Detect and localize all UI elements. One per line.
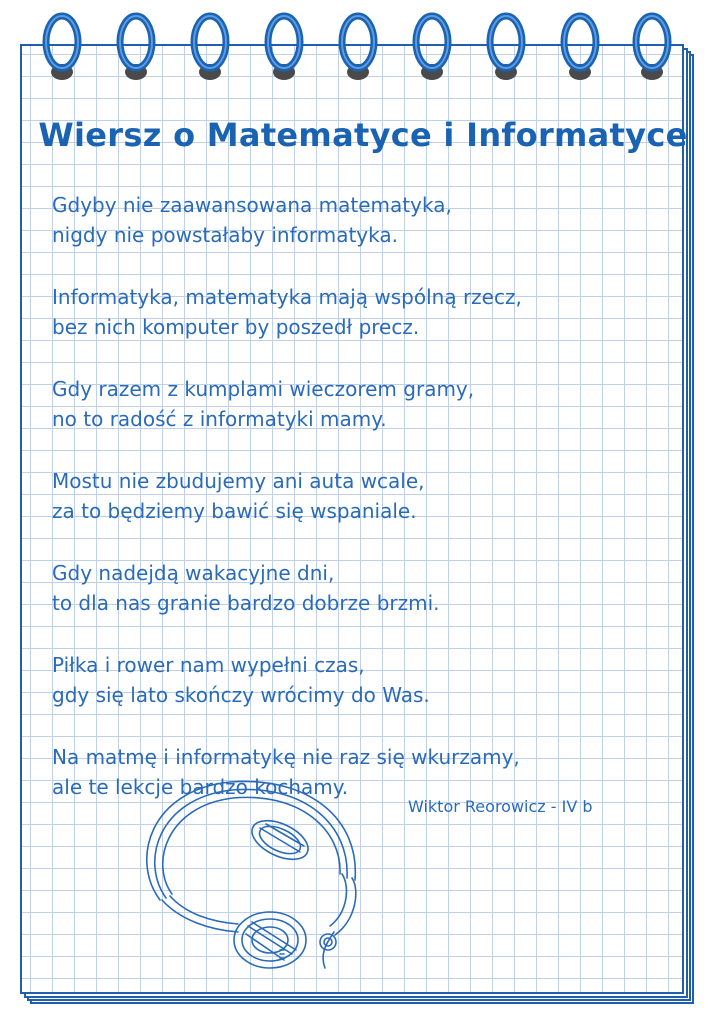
poem-line: za to będziemy bawić się wspaniale. (52, 499, 417, 523)
poem-line: Mostu nie zbudujemy ani auta wcale, (52, 469, 425, 493)
stanza (52, 558, 672, 618)
author-signature: Wiktor Reorowicz - IV b (408, 797, 593, 816)
spiral-ring-icon (194, 16, 226, 80)
stanza (52, 650, 672, 710)
headphones-icon (120, 770, 380, 980)
spiral-ring-icon (564, 16, 596, 80)
poem-line: nigdy nie powstałaby informatyka. (52, 223, 398, 247)
poem-line: gdy się lato skończy wrócimy do Was. (52, 683, 430, 707)
stanza (52, 282, 672, 342)
spiral-binding (0, 0, 724, 100)
poem-line: ale te lekcje bardzo kochamy. (52, 775, 349, 799)
poem-line: Na matmę i informatykę nie raz się wkurzamy, (52, 745, 520, 769)
poem-line: Gdyby nie zaawansowana matematyka, (52, 193, 452, 217)
spiral-ring-icon (416, 16, 448, 80)
spiral-ring-icon (46, 16, 78, 80)
poem-body (52, 190, 672, 834)
poem-line: Piłka i rower nam wypełni czas, (52, 653, 365, 677)
spiral-ring-icon (268, 16, 300, 80)
spiral-ring-icon (490, 16, 522, 80)
stanza (52, 466, 672, 526)
spiral-ring-icon (120, 16, 152, 80)
poem-line: to dla nas granie bardzo dobrze brzmi. (52, 591, 440, 615)
spiral-ring-icon (636, 16, 668, 80)
poem-line: Gdy nadejdą wakacyjne dni, (52, 561, 335, 585)
poem-line: bez nich komputer by poszedł precz. (52, 315, 420, 339)
spiral-ring-icon (342, 16, 374, 80)
poem-line: Informatyka, matematyka mają wspólną rzecz, (52, 285, 522, 309)
stanza (52, 374, 672, 434)
poem-line: Gdy razem z kumplami wieczorem gramy, (52, 377, 475, 401)
poem-line: no to radość z informatyki mamy. (52, 407, 387, 431)
poem-title: Wiersz o Matematyce i Informatyce (38, 116, 688, 154)
stanza (52, 190, 672, 250)
